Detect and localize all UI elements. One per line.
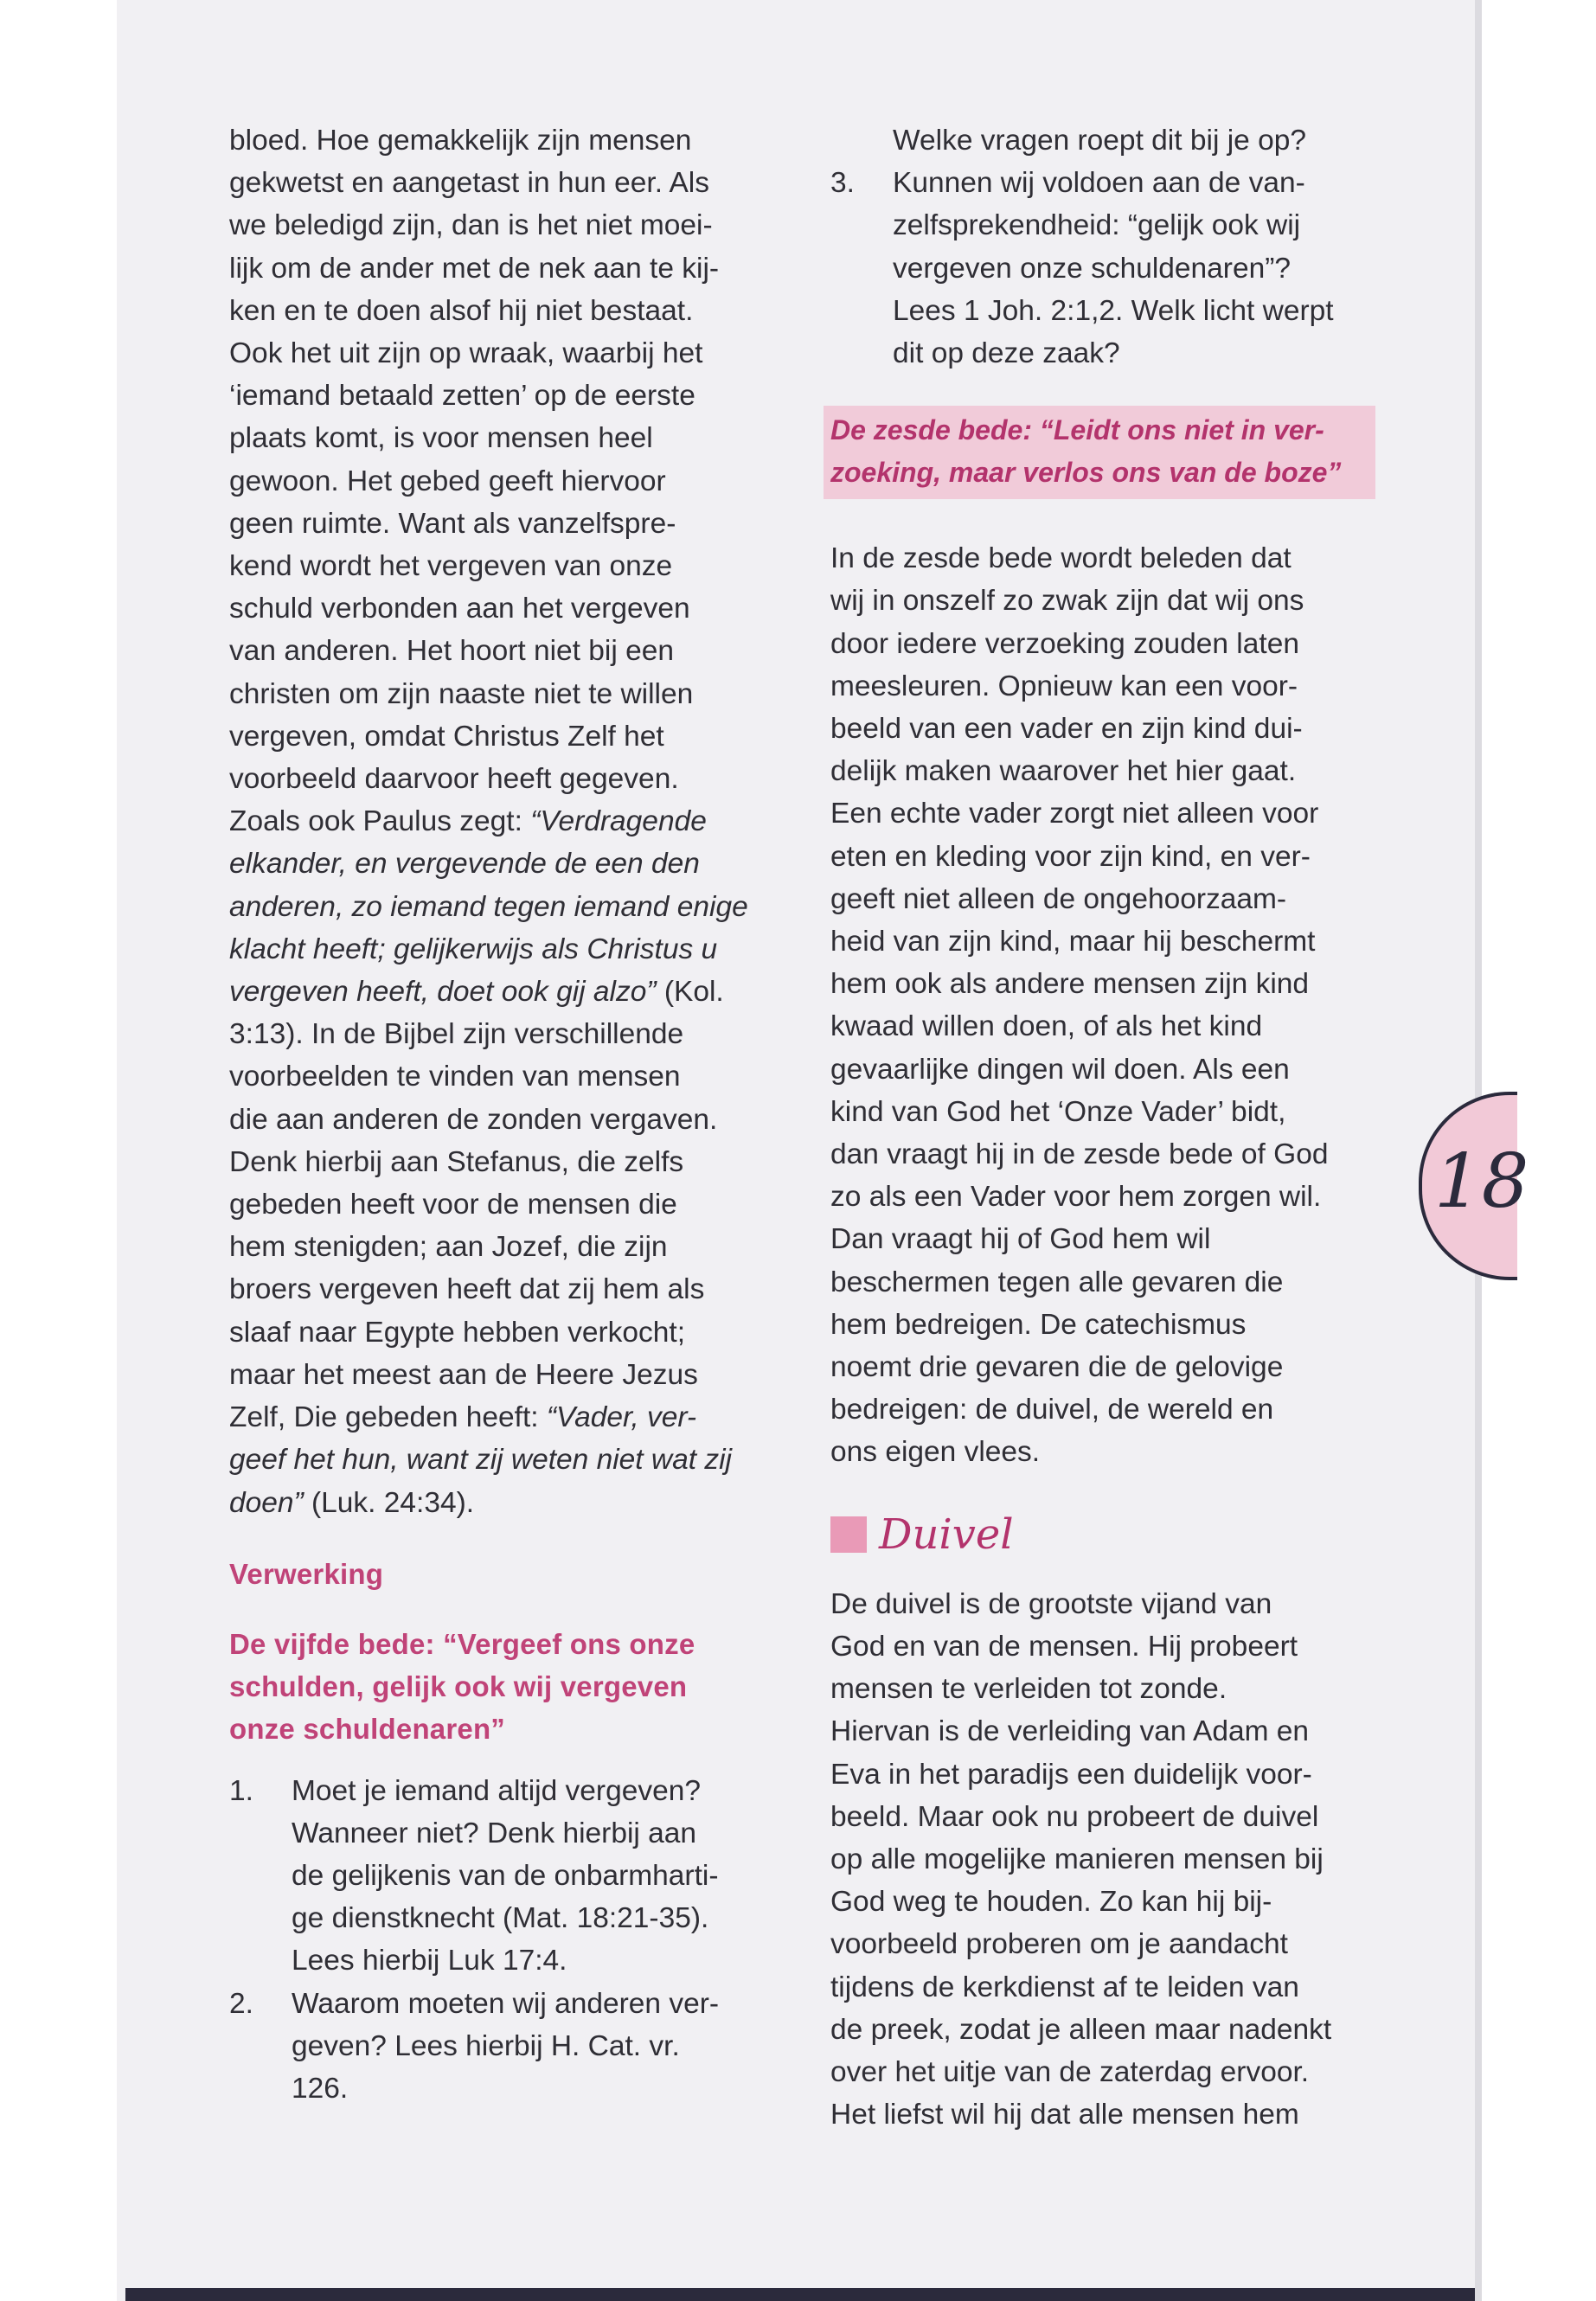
line: over het uitje van de zaterdag ervoor. <box>830 2055 1310 2088</box>
line: meesleuren. Opnieuw kan een voor- <box>830 670 1298 702</box>
line: gebeden heeft voor de mensen die <box>229 1189 677 1221</box>
line: beeld van een vader en zijn kind dui- <box>830 713 1303 746</box>
line: van anderen. Het hoort niet bij een <box>229 635 675 668</box>
vijfde-bede-heading <box>229 1623 774 1751</box>
line: tijdens de kerkdienst af te leiden van <box>830 1971 1299 2003</box>
line: Hiervan is de verleiding van Adam en <box>830 1715 1310 1748</box>
reference: (Kol. <box>656 976 724 1009</box>
line: heid van zijn kind, maar hij beschermt <box>830 926 1316 958</box>
duivel-body <box>830 1583 1375 2137</box>
line: die aan anderen de zonden vergaven. <box>229 1103 718 1136</box>
line: dan vraagt hij in de zesde bede of God <box>830 1138 1329 1171</box>
line: christen om zijn naaste niet te willen <box>229 677 694 710</box>
bottom-strip <box>125 2288 1475 2301</box>
quote: elkander, en vergevende de een den <box>229 848 700 881</box>
line: mensen te verleiden tot zonde. <box>830 1673 1227 1706</box>
line: de gelijkenis van de onbarmharti- <box>292 1859 719 1892</box>
line: onze schuldenaren” <box>229 1713 506 1746</box>
question-1 <box>229 1770 774 1983</box>
line: eten en kleding voor zijn kind, en ver- <box>830 840 1311 873</box>
question-number: 2. <box>229 1987 253 2020</box>
quote: doen” <box>229 1486 304 1519</box>
quote: “Verdragende <box>530 805 707 838</box>
line: God en van de mensen. Hij probeert <box>830 1630 1298 1663</box>
line: Eva in het paradijs een duidelijk voor- <box>830 1758 1312 1791</box>
line: maar het meest aan de Heere Jezus <box>229 1358 698 1391</box>
line: ken en te doen alsof hij niet bestaat. <box>229 294 694 327</box>
line: Het liefst wil hij dat alle mensen hem <box>830 2099 1299 2131</box>
line: vergeven, omdat Christus Zelf het <box>229 720 664 753</box>
line: lijk om de ander met de nek aan te kij- <box>229 252 720 285</box>
line: voorbeeld proberen om je aandacht <box>830 1928 1288 1961</box>
line: broers vergeven heeft dat zij hem als <box>229 1273 705 1306</box>
quote: geef het hun, want zij weten niet wat zij <box>229 1444 732 1477</box>
line: vergeven onze schuldenaren”? <box>893 252 1292 285</box>
line: bloed. Hoe gemakkelijk zijn mensen <box>229 125 692 157</box>
question-2 <box>229 1983 774 2111</box>
quote: klacht heeft; gelijkerwijs als Christus u <box>229 933 718 965</box>
line: beeld. Maar ook nu probeert de duivel <box>830 1800 1319 1833</box>
line: gekwetst en aangetast in hun eer. Als <box>229 167 709 200</box>
line: 126. <box>292 2072 349 2105</box>
line: Waarom moeten wij anderen ver- <box>292 1987 720 2020</box>
line: geen ruimte. Want als vanzelfspre- <box>229 507 676 540</box>
line: De duivel is de grootste vijand van <box>830 1587 1272 1620</box>
line: Kunnen wij voldoen aan de van- <box>893 167 1305 200</box>
line: zelfsprekendheid: “gelijk ook wij <box>893 209 1301 242</box>
line: Zoals ook Paulus zegt: <box>229 805 531 838</box>
line: dit op deze zaak? <box>893 337 1120 370</box>
line: gewoon. Het gebed geeft hiervoor <box>229 465 666 497</box>
page-number: 18 <box>1434 1138 1529 1225</box>
line: zoeking, maar verlos ons van de boze” <box>830 457 1342 489</box>
line: Welke vragen roept dit bij je op? <box>893 125 1306 157</box>
line: delijk maken waarover het hier gaat. <box>830 755 1297 788</box>
question-3 <box>830 162 1375 375</box>
line: geeft niet alleen de ongehoorzaam- <box>830 882 1287 915</box>
question-2-continued <box>830 119 1375 162</box>
line: bedreigen: de duivel, de wereld en <box>830 1394 1274 1426</box>
line: beschermen tegen alle gevaren die <box>830 1266 1284 1298</box>
quote: “Vader, ver- <box>546 1401 697 1434</box>
duivel-title: Duivel <box>879 1509 1014 1559</box>
line: Denk hierbij aan Stefanus, die zelfs <box>229 1145 684 1178</box>
line: Wanneer niet? Denk hierbij aan <box>292 1817 697 1849</box>
line: God weg te houden. Zo kan hij bij- <box>830 1886 1272 1919</box>
line: de preek, zodat je alleen maar nadenkt <box>830 2013 1332 2046</box>
line: hem ook als andere mensen zijn kind <box>830 968 1310 1001</box>
line: op alle mogelijke manieren mensen bij <box>830 1843 1324 1875</box>
line: slaaf naar Egypte hebben verkocht; <box>229 1316 686 1349</box>
line: schulden, gelijk ook wij vergeven <box>229 1670 688 1703</box>
zesde-bede-body <box>830 537 1375 1473</box>
line: Ook het uit zijn op wraak, waarbij het <box>229 337 703 370</box>
line: kind van God het ‘Onze Vader’ bidt, <box>830 1095 1286 1128</box>
line: Lees 1 Joh. 2:1,2. Welk licht werpt <box>893 294 1334 327</box>
line: hem bedreigen. De catechismus <box>830 1308 1247 1341</box>
line: door iedere verzoeking zouden laten <box>830 627 1299 660</box>
line: geven? Lees hierbij H. Cat. vr. <box>292 2029 680 2062</box>
pink-square-icon <box>830 1516 867 1553</box>
line: Moet je iemand altijd vergeven? <box>292 1774 701 1807</box>
line: 3:13). In de Bijbel zijn verschillende <box>229 1018 684 1051</box>
line: we beledigd zijn, dan is het niet moei- <box>229 209 713 242</box>
left-column <box>229 119 774 2110</box>
line: Een echte vader zorgt niet alleen voor <box>830 798 1319 830</box>
line: De zesde bede: “Leidt ons niet in ver- <box>830 414 1324 446</box>
line: voorbeeld daarvoor heeft gegeven. <box>229 763 679 796</box>
duivel-heading <box>830 1509 1375 1561</box>
line: voorbeelden te vinden van mensen <box>229 1061 681 1093</box>
line: In de zesde bede wordt beleden dat <box>830 542 1292 575</box>
verwerking-heading: Verwerking <box>229 1557 384 1590</box>
line: ons eigen vlees. <box>830 1436 1041 1469</box>
question-number: 3. <box>830 167 855 200</box>
zesde-bede-heading <box>824 406 1375 499</box>
line: gevaarlijke dingen wil doen. Als een <box>830 1053 1290 1086</box>
line: Dan vraagt hij of God hem wil <box>830 1223 1211 1256</box>
line: hem stenigden; aan Jozef, die zijn <box>229 1231 668 1264</box>
line: kwaad willen doen, of als het kind <box>830 1010 1263 1043</box>
line: noemt drie gevaren die de gelovige <box>830 1351 1284 1384</box>
line: zo als een Vader voor hem zorgen wil. <box>830 1181 1322 1214</box>
line: Lees hierbij Luk 17:4. <box>292 1945 567 1977</box>
line: De vijfde bede: “Vergeef ons onze <box>229 1627 695 1660</box>
quote: anderen, zo iemand tegen iemand enige <box>229 890 748 923</box>
line: schuld verbonden aan het vergeven <box>229 593 690 625</box>
question-number: 1. <box>229 1774 253 1807</box>
line: kend wordt het vergeven van onze <box>229 550 673 583</box>
quote: vergeven heeft, doet ook gij alzo” <box>229 976 657 1009</box>
reference: (Luk. 24:34). <box>303 1486 475 1519</box>
line: plaats komt, is voor mensen heel <box>229 422 653 455</box>
line: Zelf, Die gebeden heeft: <box>229 1401 547 1434</box>
line: ‘iemand betaald zetten’ op de eerste <box>229 380 695 413</box>
right-column <box>830 119 1375 2136</box>
line: ge dienstknecht (Mat. 18:21-35). <box>292 1902 709 1935</box>
line: wij in onszelf zo zwak zijn dat wij ons <box>830 585 1304 618</box>
left-intro <box>229 119 774 1524</box>
